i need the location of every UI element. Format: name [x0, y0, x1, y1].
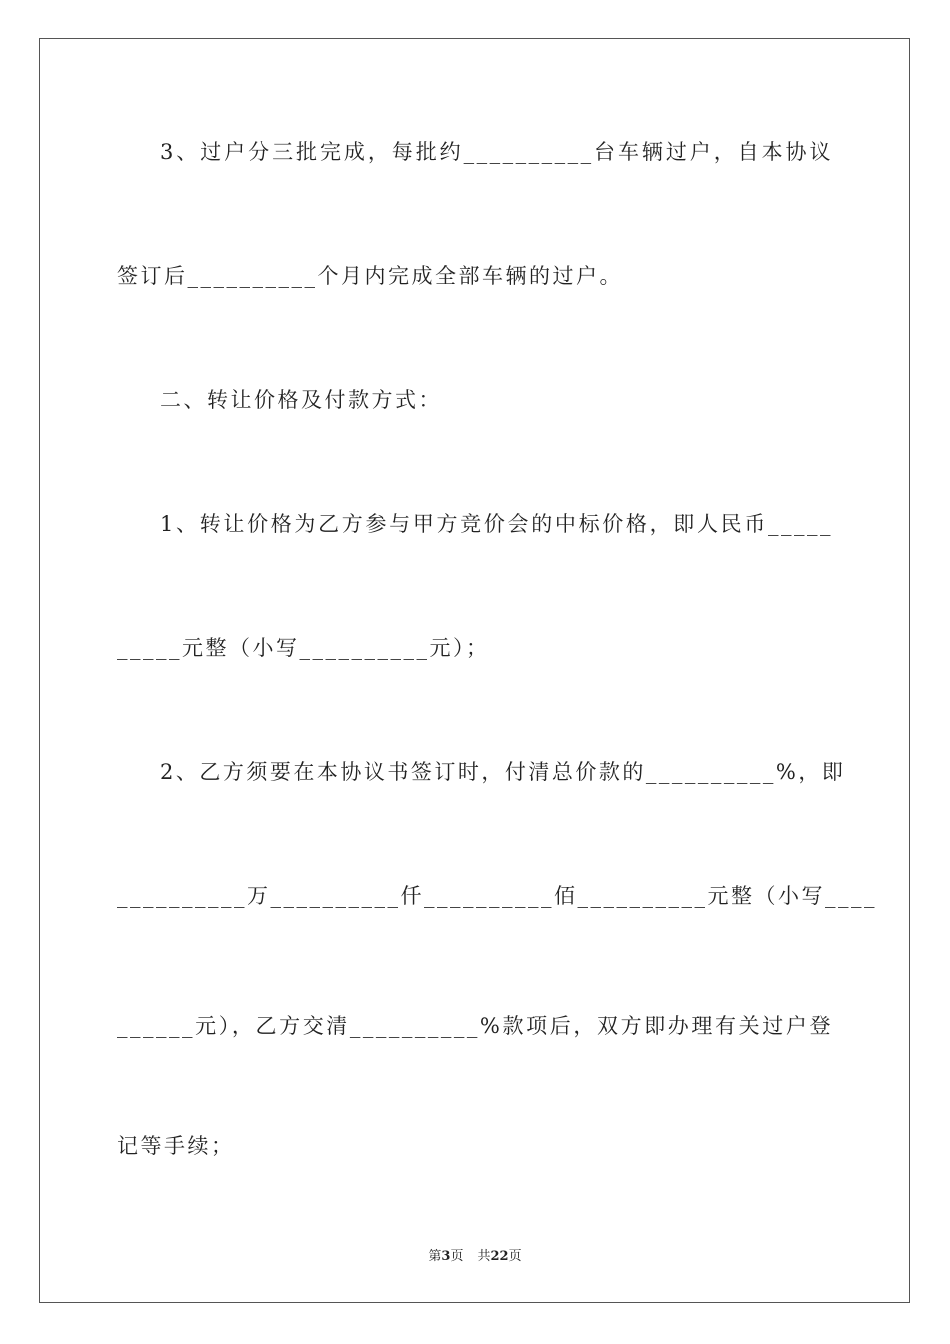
footer-total-pages: 22 — [490, 1249, 509, 1264]
page-frame — [39, 38, 910, 1303]
page-footer — [0, 1248, 950, 1266]
paragraph-line-3: 1、转让价格为乙方参与甲方竞价会的中标价格，即人民币_____ — [160, 512, 833, 536]
paragraph-line-5: 2、乙方须要在本协议书签订时，付清总价款的__________%，即 — [160, 760, 846, 784]
paragraph-line-1: 3、过户分三批完成，每批约__________台车辆过户，自本协议 — [160, 140, 833, 164]
paragraph-line-7: ______元），乙方交清__________%款项后，双方即办理有关过户登 — [117, 1014, 833, 1038]
paragraph-line-4: _____元整（小写__________元）； — [117, 636, 490, 660]
footer-page-prefix: 第 — [428, 1249, 442, 1264]
footer-page-unit: 页 — [450, 1249, 464, 1264]
section-heading-payment: 二、转让价格及付款方式： — [160, 388, 442, 412]
paragraph-line-6: __________万__________仟__________佰__________元整（小写____ — [117, 884, 877, 908]
footer-total-prefix: 共 — [477, 1249, 491, 1264]
paragraph-line-8: 记等手续； — [117, 1134, 235, 1158]
paragraph-line-2: 签订后__________个月内完成全部车辆的过户。 — [117, 264, 623, 288]
footer-page-number: 3 — [441, 1249, 451, 1264]
footer-total-unit: 页 — [508, 1249, 522, 1264]
